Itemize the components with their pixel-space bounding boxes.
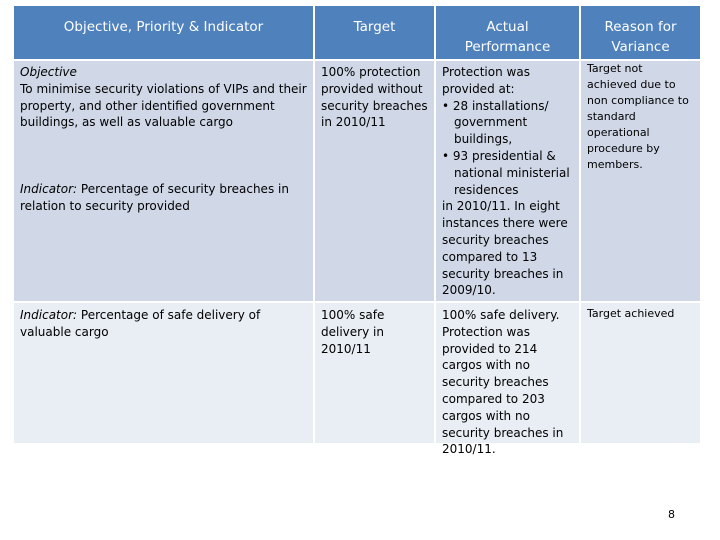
row2-reason: [581, 303, 700, 443]
row1-reason-text: Target not achieved due to non compliance to standard operational procedure by members.: [587, 62, 689, 171]
row2-objective: [14, 303, 313, 443]
row2-reason-text: Target achieved: [587, 307, 675, 320]
row2-actual: [436, 303, 579, 457]
row1-actual: [436, 61, 579, 301]
row1-actual-intro: Protection was provided at:: [442, 65, 530, 96]
header-target-label: Target: [353, 19, 396, 35]
row2-indicator-label: Indicator:: [20, 308, 78, 322]
header-objective-label: Objective, Priority & Indicator: [63, 19, 264, 35]
row1-actual-bullet-1: • 28 installations/ government buildings,: [442, 98, 549, 147]
row1-actual-outro: in 2010/11. In eight instances there were security breaches compared to 13 security breaches in 2009/10.: [442, 199, 568, 298]
row1-indicator-text: Percentage of security breaches in relation to security provided: [20, 182, 289, 213]
header-objective: [14, 6, 313, 59]
header-reason-label: Reason for Variance: [604, 19, 677, 55]
row1-objective-text: To minimise security violations of VIPs and their property, and other identified government buildings, as well as valuable cargo: [20, 81, 307, 130]
header-actual: [436, 6, 579, 59]
page-number: 8: [668, 508, 675, 521]
row1-indicator-label: Indicator:: [20, 182, 78, 197]
header-reason: [581, 6, 700, 59]
row1-target-text: 100% protection provided without security breaches in 2010/11: [321, 65, 428, 130]
row1-reason: [581, 61, 700, 301]
row1-indicator: [20, 181, 307, 215]
header-actual-label: Actual Performance: [464, 19, 551, 55]
row2-target-text: 100% safe delivery in 2010/11: [321, 308, 385, 356]
row2-target: [315, 303, 434, 443]
row1-target: [315, 61, 434, 301]
row1-objective-label: Objective: [20, 65, 77, 79]
header-target: [315, 6, 434, 59]
row1-actual-bullet-2: • 93 presidential & national ministerial residences: [442, 148, 570, 197]
row1-objective: [14, 61, 313, 301]
row2-actual-text: 100% safe delivery. Protection was provided to 214 cargos with no security breaches compared to 203 cargos with no security breaches in 2010/11.: [442, 308, 564, 457]
row2-indicator-text: Percentage of safe delivery of valuable cargo: [20, 308, 261, 339]
